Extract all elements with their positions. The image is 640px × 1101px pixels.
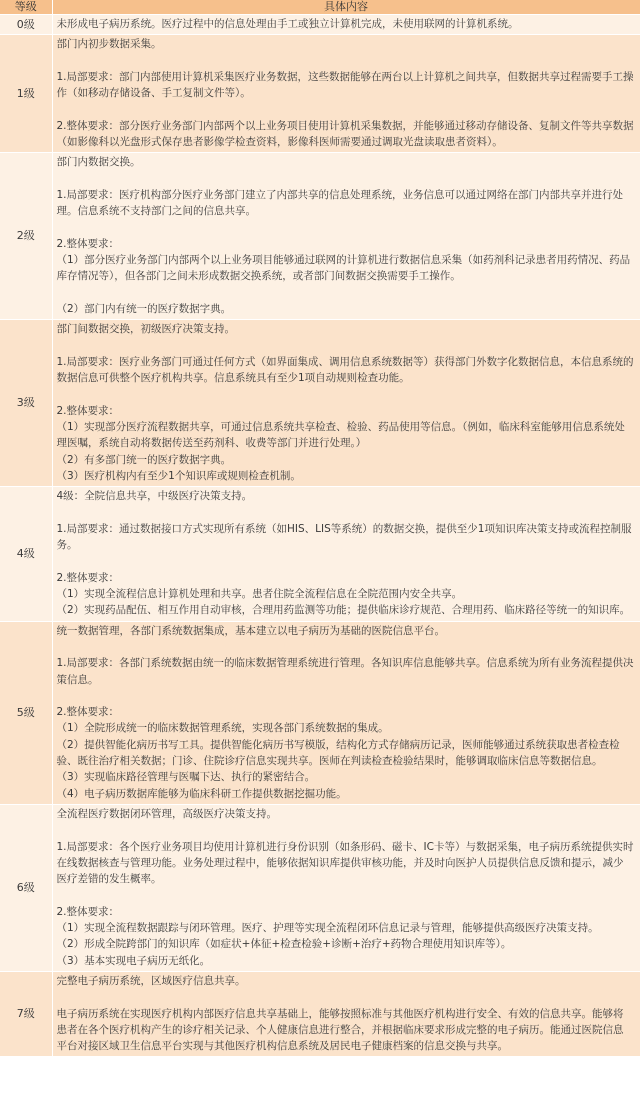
content-line: （2）形成全院跨部门的知识库（如症状+体征+检查检验+诊断+治疗+药物合理使用知识库等）。 — [56, 938, 512, 951]
content-line: （3）实现临床路径管理与医嘱下达、执行的紧密结合。 — [56, 771, 316, 784]
content-line: （2）实现药品配伍、相互作用自动审核，合理用药监测等功能；提供临床诊疗规范、合理用药、临床路径等统一的知识库。 — [56, 604, 631, 617]
content-line: 全流程医疗数据闭环管理，高级医疗决策支持。 — [56, 807, 277, 820]
content-line: 部门内初步数据采集。 — [56, 38, 162, 51]
content-line: 2.整体要求： — [56, 905, 120, 918]
content-line: （1）部分医疗业务部门内部两个以上业务项目能够通过联网的计算机进行数据信息采集（如药剂科记录患者用药情况、药品库存情况等），但各部门之间未形成数据交换系统，或者部门间数据交换需要手工操作。 — [56, 254, 631, 283]
level-cell: 6级 — [0, 804, 52, 971]
table-row — [0, 15, 640, 35]
blank-line — [57, 285, 634, 301]
level-cell: 3级 — [0, 320, 52, 487]
content-line: 完整电子病历系统，区域医疗信息共享。 — [56, 974, 246, 987]
table-row — [0, 320, 640, 487]
content-line: 2.整体要求： — [56, 706, 120, 719]
content-line: （3）基本实现电子病历无纸化。 — [56, 954, 211, 967]
blank-line — [57, 220, 634, 236]
content-line: （2）部门内有统一的医疗数据字典。 — [56, 303, 232, 316]
content-line: （3）医疗机构内有至少1个知识库或规则检查机制。 — [56, 470, 301, 483]
content-cell — [52, 971, 640, 1056]
content-line: 未形成电子病历系统。医疗过程中的信息处理由手工或独立计算机完成，未使用联网的计算机系统。 — [56, 18, 519, 30]
header-level: 等级 — [0, 0, 52, 15]
content-line: （1）实现全流程数据跟踪与闭环管理。医疗、护理等实现全流程闭环信息记录与管理，能够提供高级医疗决策支持。 — [56, 922, 599, 935]
level-cell: 0级 — [0, 15, 52, 35]
table-row — [0, 153, 640, 320]
content-line: 1.局部要求：医疗业务部门可通过任何方式（如界面集成、调用信息系统数据等）获得部门外数字化数据信息，本信息系统的数据信息可供整个医疗机构共享。信息系统具有至少1项自动规则检查功能。 — [56, 355, 634, 385]
blank-line — [57, 989, 634, 1005]
content-cell — [52, 153, 640, 320]
level-cell: 1级 — [0, 35, 52, 153]
table-row — [0, 487, 640, 621]
content-line: （2）提供智能化病历书写工具。提供智能化病历书写模版，结构化方式存储病历记录，医师能够通过系统获取患者检查检验、既往治疗相关数据；门诊、住院诊疗信息实现共享。医师在判读检查检验结果时，能够调取临床信息等数据信息。 — [56, 738, 620, 768]
blank-line — [57, 887, 634, 903]
content-line: 2.整体要求： — [56, 571, 120, 584]
blank-line — [57, 53, 634, 69]
content-cell — [52, 804, 640, 971]
table-header-row — [0, 0, 640, 15]
table-row — [0, 804, 640, 971]
level-cell: 2级 — [0, 153, 52, 320]
level-cell: 7级 — [0, 971, 52, 1056]
level-cell: 4级 — [0, 487, 52, 621]
content-line: 2.整体要求： — [56, 404, 120, 417]
header-content: 具体内容 — [52, 0, 640, 15]
content-cell — [52, 487, 640, 621]
content-cell — [52, 35, 640, 153]
content-cell — [52, 15, 640, 35]
content-line: 1.局部要求：各部门系统数据由统一的临床数据管理系统进行管理。各知识库信息能够共享。信息系统为所有业务流程提供决策信息。 — [56, 657, 634, 686]
content-line: （2）有多部门统一的医疗数据字典。 — [56, 453, 232, 466]
blank-line — [57, 505, 634, 521]
content-line: 统一数据管理，各部门系统数据集成，基本建立以电子病历为基础的医院信息平台。 — [56, 624, 445, 637]
blank-line — [57, 688, 634, 704]
content-line: 2.整体要求： — [56, 237, 120, 250]
blank-line — [57, 171, 634, 187]
content-line: 电子病历系统在实现医疗机构内部医疗信息共享基础上，能够按照标准与其他医疗机构进行安全、有效的信息共享。能够将患者在各个医疗机构产生的诊疗相关记录、个人健康信息进行整合，并根据临床要求形成完整的电子病历。能通过医院信息平台对接区域卫生信息平台实现与其他医疗机构信息系统及居民电子健康档案的信息交换与共享。 — [56, 1007, 624, 1053]
blank-line — [57, 639, 634, 655]
content-cell — [52, 621, 640, 804]
level-cell: 5级 — [0, 621, 52, 804]
blank-line — [57, 387, 634, 403]
blank-line — [57, 554, 634, 570]
content-line: 1.局部要求：各个医疗业务项目均使用计算机进行身份识别（如条形码、磁卡、IC卡等）与数据采集，电子病历系统提供实时在线数据核查与管理功能。业务处理过程中，能够依据知识库提供审核功能，并及时向医护人员提供信息反馈和提示，减少医疗差错的发生概率。 — [56, 840, 634, 886]
content-line: 1.局部要求：通过数据接口方式实现所有系统（如HIS、LIS等系统）的数据交换，提供至少1项知识库决策支持或流程控制服务。 — [56, 522, 632, 552]
content-line: 1.局部要求：部门内部使用计算机采集医疗业务数据，这些数据能够在两台以上计算机之间共享，但数据共享过程需要手工操作（如移动存储设备、手工复制文件等）。 — [56, 70, 634, 100]
content-line: （1）全院形成统一的临床数据管理系统，实现各部门系统数据的集成。 — [56, 722, 389, 735]
table-row — [0, 35, 640, 153]
table-row — [0, 971, 640, 1056]
content-line: 2.整体要求：部分医疗业务部门内部两个以上业务项目使用计算机采集数据，并能够通过移动存储设备、复制文件等共享数据（如影像科以光盘形式保存患者影像学检查资料，影像科医师需要通过调取光盘读取患者资料）。 — [56, 119, 634, 149]
blank-line — [57, 338, 634, 354]
blank-line — [57, 101, 634, 117]
content-line: （4）电子病历数据库能够为临床科研工作提供数据挖掘功能。 — [56, 787, 347, 800]
blank-line — [57, 822, 634, 838]
content-line: （1）实现部分医疗流程数据共享，可通过信息系统共享检查、检验、药品使用等信息。（例如，临床科室能够用信息系统处理医嘱，系统自动将数据传送至药剂科、收费等部门并进行处理。） — [56, 421, 625, 450]
table-body — [0, 15, 640, 1057]
content-line: 部门间数据交换，初级医疗决策支持。 — [56, 323, 235, 336]
content-line: 1.局部要求：医疗机构部分医疗业务部门建立了内部共享的信息处理系统，业务信息可以通过网络在部门内部共享并进行处理。信息系统不支持部门之间的信息共享。 — [56, 188, 624, 218]
content-line: 部门内数据交换。 — [56, 156, 141, 169]
content-line: （1）实现全流程信息计算机处理和共享。患者住院全流程信息在全院范围内安全共享。 — [56, 588, 463, 601]
content-line: 4级：全院信息共享，中级医疗决策支持。 — [56, 490, 253, 503]
content-cell — [52, 320, 640, 487]
table-row — [0, 621, 640, 804]
